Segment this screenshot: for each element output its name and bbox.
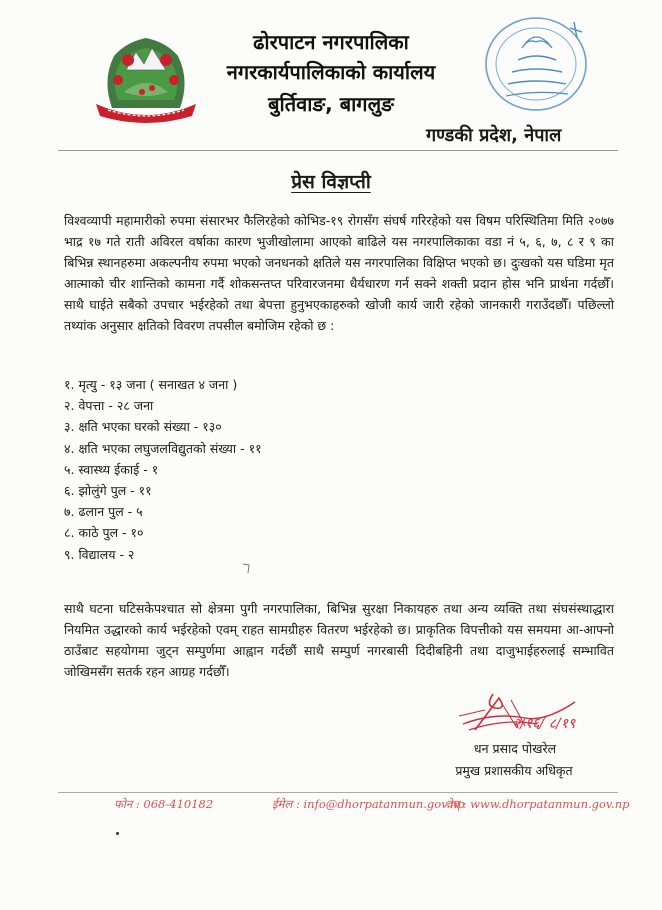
signature-date: २/१६/ ८/१९ xyxy=(513,716,576,732)
nepal-emblem-logo xyxy=(82,30,210,128)
footer-website[interactable]: वेब : www.dhorpatanmun.gov.np xyxy=(446,797,630,811)
signer-name: धन प्रसाद पोखरेल xyxy=(473,741,557,756)
office-name: नगरकार्यपालिकाको कार्यालय xyxy=(226,60,436,84)
list-item: २. वेपत्ता - २८ जना xyxy=(64,398,154,414)
list-item: ५. स्वास्थ्य ईकाई - १ xyxy=(64,461,159,477)
header-divider xyxy=(58,150,618,151)
damage-list xyxy=(64,374,464,565)
document-title: प्रेस विज्ञप्ती xyxy=(291,171,371,193)
list-item: ८. काठे पुल - १० xyxy=(64,525,144,541)
office-address: बुर्तिवाङ, बागलुङ xyxy=(268,92,394,116)
stray-pen-mark xyxy=(240,562,254,576)
footer-phone: फोन : 068-410182 xyxy=(114,797,214,811)
list-item: ७. ढलान पुल - ५ xyxy=(64,504,143,520)
list-item: ६. झोलुंगे पुल - ११ xyxy=(64,482,152,498)
office-stamp-seal xyxy=(478,8,598,120)
list-item: ३. क्षति भएका घरको संख्या - १३० xyxy=(64,419,222,435)
municipality-name: ढोरपाटन नगरपालिका xyxy=(253,30,409,54)
list-item: ९. विद्यालय - २ xyxy=(64,546,135,562)
signer-title: प्रमुख प्रशासकीय अधिकृत xyxy=(455,763,573,778)
handwritten-signature xyxy=(455,688,595,736)
list-item: १. मृत्यु - १३ जना ( सनाखत ४ जना ) xyxy=(64,377,238,392)
province-label: गण्डकी प्रदेश, नेपाल xyxy=(426,125,562,146)
footer-divider xyxy=(58,792,618,793)
list-item: ४. क्षति भएका लघुजलविद्युतको संख्या - ११ xyxy=(64,440,262,456)
closing-paragraph: साथै घटना घटिसकेपश्चात सो क्षेत्रमा पुगी नगरपालिका, बिभिन्न सुरक्षा निकायहरु तथा अन्य व्यक्ति तथा संघसंस्थाद्धारा नियमित उद्धारको कार्य भईरहेको एवम् राहत सामग्रीहरु वितरण भईरहेको छ। प्राकृतिक विपत्तीको यस समयमा आ-आफ्नो ठाउँबाट सहयोगमा जुट्न सम्पुर्णमा आह्वान गर्दछौं साथै सम्पुर्ण नगरबासी दिदीबहिनी तथा दाजुभाईहरुलाई सम्भावित जोखिमसँग सतर्क रहन आग्रह गर्दछौँ। xyxy=(64,601,614,679)
intro-paragraph: विश्वव्यापी महामारीको रुपमा संसारभर फैलिरहेको कोभिड-१९ रोगसँग संघर्ष गरिरहेको यस विषम परिस्थितिमा मिति २०७७ भाद्र १७ गते राती अविरल वर्षाका कारण भुजीखोलामा आएको बाढिले यस नगरपालिकाका वडा नं ५, ६, ७, ८ र ९ का बिभिन्न स्थानहरुमा अकल्पनीय रुपमा भएको जनधनको क्षतिले यस नगरपालिका विक्षिप्त भएको छ। दुःखको यस घडिमा मृत आत्माको चीर शान्तिको कामना गर्दै शोकसन्तप्त परिवारजनमा धैर्यधारण गर्न सक्ने शक्ती प्रदान होस भनि प्रार्थना गर्दछौँ। साथै घाईते सबैको उपचार भईरहेको तथा बेपत्ता हुनुभएकाहरुको खोजी कार्य जारी रहेको जानकारी गराउँदछौँ। पछिल्लो तथ्यांक अनुसार क्षतिको विवरण तपसील बमोजिम रहेको छ : xyxy=(64,213,614,333)
footer-email[interactable]: ईमेल : info@dhorpatanmun.gov.np xyxy=(272,797,465,811)
stray-dot xyxy=(116,832,119,835)
